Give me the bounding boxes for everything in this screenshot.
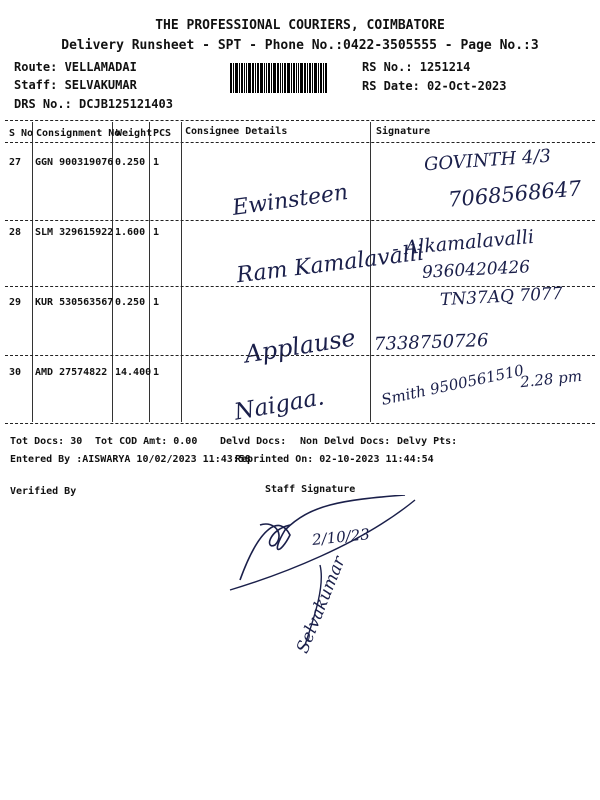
delivered-docs: Delvd Docs: bbox=[220, 436, 287, 447]
route-label: Route: VELLAMADAI bbox=[14, 60, 137, 74]
consignee-handwriting: Applause bbox=[242, 323, 358, 369]
consignee-handwriting: Ram Kamalavalli bbox=[235, 240, 426, 289]
consignee-handwriting: Ewinsteen bbox=[230, 180, 350, 221]
barcode-image bbox=[230, 63, 352, 93]
drs-number: DRS No.: DCJB125121403 bbox=[14, 97, 173, 111]
row-consignment: AMD 27574822 bbox=[35, 367, 108, 378]
col-header-consignment: Consignment No bbox=[36, 128, 121, 139]
row-sno: 29 bbox=[9, 297, 22, 308]
row-pcs: 1 bbox=[153, 227, 160, 238]
col-header-pcs: PCS bbox=[153, 128, 172, 139]
signature-vehicle-handwriting: TN37AQ 7077 bbox=[439, 283, 564, 311]
entered-by: Entered By :AISWARYA 10/02/2023 11:43:58 bbox=[10, 454, 251, 465]
table-top-rule bbox=[5, 120, 595, 121]
consignee-handwriting: Naigaa. bbox=[232, 384, 327, 426]
row-weight: 14.400 bbox=[115, 367, 152, 378]
col-header-sno: S No bbox=[9, 128, 34, 139]
row-weight: 0.250 bbox=[115, 297, 146, 308]
rs-date: RS Date: 02-Oct-2023 bbox=[362, 79, 507, 93]
table-bottom-rule bbox=[5, 423, 595, 424]
row-pcs: 1 bbox=[153, 297, 160, 308]
signature-phone-handwriting: 7068568647 bbox=[447, 176, 583, 212]
col-header-consignee: Consignee Details bbox=[185, 126, 288, 137]
signature-handwriting: - Alkamalavalli bbox=[391, 225, 535, 261]
row-weight: 1.600 bbox=[115, 227, 146, 238]
row-sno: 30 bbox=[9, 367, 22, 378]
col-header-weight: Weight bbox=[116, 128, 153, 139]
row-pcs: 1 bbox=[153, 367, 160, 378]
col-divider bbox=[32, 122, 33, 422]
row-sno: 27 bbox=[9, 157, 22, 168]
row-consignment: GGN 900319076 bbox=[35, 157, 114, 168]
runsheet-subtitle: Delivery Runsheet - SPT - Phone No.:0422-3505555 - Page No.:3 bbox=[61, 38, 539, 53]
company-name: THE PROFESSIONAL COURIERS, COIMBATORE bbox=[155, 18, 445, 33]
row-consignment: SLM 329615922 bbox=[35, 227, 114, 238]
col-divider bbox=[181, 122, 182, 422]
row-sno: 28 bbox=[9, 227, 22, 238]
delivery-time-handwriting: 2.28 pm bbox=[519, 366, 583, 392]
delivery-points: Delvy Pts: bbox=[397, 436, 458, 447]
staff-label: Staff: SELVAKUMAR bbox=[14, 78, 137, 92]
row-separator bbox=[5, 355, 595, 356]
row-separator bbox=[5, 220, 595, 221]
total-cod-amount: Tot COD Amt: 0.00 bbox=[95, 436, 198, 447]
signature-handwriting: GOVINTH 4/3 bbox=[423, 145, 552, 176]
signature-date-handwriting: 2/10/23 bbox=[311, 525, 371, 549]
row-pcs: 1 bbox=[153, 157, 160, 168]
staff-name-handwriting: Selvakumar bbox=[292, 553, 350, 657]
rs-number: RS No.: 1251214 bbox=[362, 60, 471, 74]
total-docs: Tot Docs: 30 bbox=[10, 436, 83, 447]
verified-by-label: Verified By bbox=[10, 486, 77, 497]
row-weight: 0.250 bbox=[115, 157, 146, 168]
col-header-signature: Signature bbox=[376, 126, 431, 137]
signature-handwriting: Smith 9500561510 bbox=[379, 361, 526, 409]
non-delivered-docs: Non Delvd Docs: bbox=[300, 436, 391, 447]
signature-phone-handwriting: 9360420426 bbox=[421, 257, 531, 283]
staff-signature-label: Staff Signature bbox=[265, 484, 356, 495]
table-header-rule bbox=[5, 142, 595, 143]
reprinted-on: Reprinted On: 02-10-2023 11:44:54 bbox=[235, 454, 434, 465]
row-separator bbox=[5, 286, 595, 287]
row-consignment: KUR 530563567 bbox=[35, 297, 114, 308]
signature-phone-handwriting: 7338750726 bbox=[373, 330, 489, 355]
